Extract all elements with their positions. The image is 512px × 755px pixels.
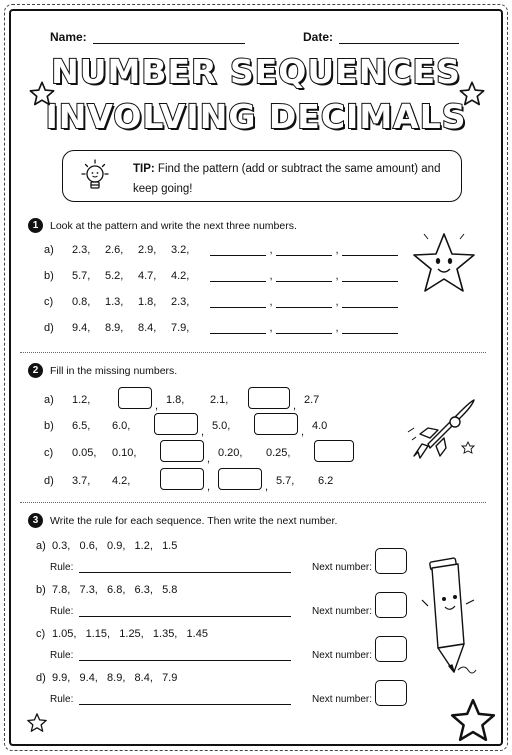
- row-label: d): [36, 672, 46, 684]
- missing-slot: [160, 468, 218, 493]
- title-line-1: NUMBER SEQUENCES: [51, 52, 461, 91]
- answer-blank[interactable]: [342, 297, 398, 308]
- comma: ,: [207, 481, 211, 493]
- next-number-box[interactable]: [375, 548, 407, 574]
- row-label: a): [44, 393, 54, 406]
- sequence-values: 1.05, 1.15, 1.25, 1.35, 1.45: [52, 628, 208, 640]
- missing-number-box[interactable]: [160, 468, 204, 490]
- answer-blank[interactable]: [210, 245, 266, 256]
- sequence-value: 2.3,: [171, 296, 190, 308]
- rule-sequence-row: [36, 672, 177, 684]
- rule-label: Rule:: [50, 606, 74, 617]
- section-2-title: Fill in the missing numbers.: [50, 365, 178, 377]
- answer-blank[interactable]: [342, 245, 398, 256]
- tip-box: [62, 150, 462, 202]
- row-label: d): [44, 322, 54, 334]
- sequence-value: 3.2,: [171, 244, 190, 256]
- sequence-value: 1.2,: [72, 393, 91, 406]
- answer-blank[interactable]: [342, 323, 398, 334]
- sequence-value: 5.7,: [72, 270, 91, 282]
- sequence-value: 2.3,: [72, 244, 91, 256]
- comma: ,: [335, 296, 339, 308]
- missing-slot: [314, 440, 368, 465]
- row-label: b): [44, 419, 54, 432]
- comma: ,: [301, 426, 305, 438]
- rule-label: Rule:: [50, 650, 74, 661]
- row-label: c): [36, 628, 46, 640]
- next-number-label: Next number:: [312, 562, 373, 573]
- rule-answer-line[interactable]: [79, 606, 291, 617]
- section-1-number: 1: [28, 218, 43, 233]
- missing-slot: [118, 387, 166, 412]
- rule-label: Rule:: [50, 562, 74, 573]
- tip-body: Find the pattern (add or subtract the same amount) and keep going!: [133, 163, 441, 195]
- answer-blank[interactable]: [210, 323, 266, 334]
- next-number-label: Next number:: [312, 606, 373, 617]
- sequence-value: 0.10,: [112, 446, 137, 459]
- sequence-value: 0.20,: [218, 446, 243, 459]
- sequence-row: [44, 322, 398, 334]
- sequence-value: 2.1,: [210, 393, 229, 406]
- sequence-value: 8.9,: [105, 322, 124, 334]
- sequence-value: 2.9,: [138, 244, 157, 256]
- next-number-box[interactable]: [375, 636, 407, 662]
- sequence-value: 8.4,: [138, 322, 157, 334]
- comma: ,: [335, 270, 339, 282]
- answer-blank[interactable]: [276, 323, 332, 334]
- sequence-value: 1.3,: [105, 296, 124, 308]
- comma: ,: [335, 244, 339, 256]
- fill-in-row: [44, 440, 368, 465]
- sequence-value: 4.2,: [112, 474, 131, 487]
- row-label: a): [44, 244, 54, 256]
- name-field: [50, 30, 245, 44]
- fill-in-row: [44, 413, 354, 438]
- section-3-title: Write the rule for each sequence. Then write the next number.: [50, 515, 338, 527]
- comma: ,: [155, 400, 159, 412]
- comma: ,: [335, 322, 339, 334]
- missing-number-box[interactable]: [118, 387, 152, 409]
- rule-row: [50, 650, 291, 661]
- smiling-star-icon: [404, 228, 484, 300]
- sequence-row: [44, 270, 398, 282]
- missing-slot: [154, 413, 212, 438]
- sequence-values: 7.8, 7.3, 6.8, 6.3, 5.8: [52, 584, 178, 596]
- section-divider: [20, 352, 486, 353]
- rule-answer-line[interactable]: [79, 650, 291, 661]
- sequence-row: [44, 244, 398, 256]
- sequence-value: 4.2,: [171, 270, 190, 282]
- sequence-value: 9.4,: [72, 322, 91, 334]
- sequence-value: 4.0: [312, 419, 328, 432]
- section-1-title: Look at the pattern and write the next three numbers.: [50, 220, 297, 232]
- missing-slot: [218, 468, 276, 493]
- sequence-value: 2.7: [304, 393, 320, 406]
- tip-text: [133, 159, 455, 199]
- next-number-box[interactable]: [375, 592, 407, 618]
- comma: ,: [269, 322, 273, 334]
- comma: ,: [269, 296, 273, 308]
- date-label: Date:: [303, 30, 334, 44]
- answer-blank[interactable]: [342, 271, 398, 282]
- sequence-value: 5.7,: [276, 474, 295, 487]
- sequence-value: 6.5,: [72, 419, 91, 432]
- row-label: c): [44, 446, 54, 459]
- answer-blank[interactable]: [276, 271, 332, 282]
- section-divider: [20, 502, 486, 503]
- date-field: [303, 30, 459, 44]
- comma: ,: [269, 244, 273, 256]
- sequence-value: 1.8,: [166, 393, 185, 406]
- star-icon: [26, 712, 48, 734]
- sequence-row: [44, 296, 398, 308]
- star-icon: [458, 80, 486, 108]
- lightbulb-icon: [73, 155, 117, 199]
- comma: ,: [265, 481, 269, 493]
- missing-number-box[interactable]: [154, 413, 198, 435]
- row-label: b): [44, 270, 54, 282]
- missing-slot: [160, 440, 218, 465]
- sequence-values: 0.3, 0.6, 0.9, 1.2, 1.5: [52, 540, 178, 552]
- sequence-value: 1.8,: [138, 296, 157, 308]
- row-label: b): [36, 584, 46, 596]
- answer-blank[interactable]: [276, 297, 332, 308]
- sequence-value: 0.25,: [266, 446, 291, 459]
- rule-row: [50, 694, 291, 705]
- next-number-label: Next number:: [312, 694, 373, 705]
- comma: ,: [201, 426, 205, 438]
- sequence-value: 3.7,: [72, 474, 91, 487]
- rule-row: [50, 562, 291, 573]
- sequence-value: 4.7,: [138, 270, 157, 282]
- sequence-value: 7.9,: [171, 322, 190, 334]
- comma: ,: [293, 400, 297, 412]
- answer-blank[interactable]: [210, 297, 266, 308]
- rocket-icon: [400, 392, 484, 472]
- row-label: c): [44, 296, 54, 308]
- name-input-line[interactable]: [93, 31, 245, 44]
- star-icon: [448, 696, 498, 746]
- rule-answer-line[interactable]: [79, 694, 291, 705]
- sequence-values: 9.9, 9.4, 8.9, 8.4, 7.9: [52, 672, 178, 684]
- rule-answer-line[interactable]: [79, 562, 291, 573]
- comma: ,: [207, 453, 211, 465]
- answer-blank[interactable]: [276, 245, 332, 256]
- fill-in-row: [44, 387, 346, 412]
- missing-number-box[interactable]: [314, 440, 354, 462]
- sequence-value: 0.8,: [72, 296, 91, 308]
- missing-number-box[interactable]: [254, 413, 298, 435]
- rule-sequence-row: [36, 540, 177, 552]
- section-2-number: 2: [28, 363, 43, 378]
- answer-blank[interactable]: [210, 271, 266, 282]
- star-icon: [28, 80, 56, 108]
- rule-label: Rule:: [50, 694, 74, 705]
- rule-sequence-row: [36, 628, 208, 640]
- pencil-icon: [418, 544, 480, 682]
- name-label: Name:: [50, 30, 87, 44]
- section-3-number: 3: [28, 513, 43, 528]
- rule-sequence-row: [36, 584, 177, 596]
- missing-number-box[interactable]: [218, 468, 262, 490]
- sequence-value: 5.0,: [212, 419, 231, 432]
- next-number-box[interactable]: [375, 680, 407, 706]
- sequence-value: 2.6,: [105, 244, 124, 256]
- sequence-value: 6.0,: [112, 419, 131, 432]
- row-label: a): [36, 540, 46, 552]
- sequence-value: 0.05,: [72, 446, 97, 459]
- next-number-label: Next number:: [312, 650, 373, 661]
- sequence-value: 6.2: [318, 474, 334, 487]
- rule-row: [50, 606, 291, 617]
- tip-label: TIP:: [133, 163, 155, 175]
- missing-slot: [248, 387, 304, 412]
- sequence-value: 5.2,: [105, 270, 124, 282]
- comma: ,: [269, 270, 273, 282]
- fill-in-row: [44, 468, 360, 493]
- title-line-2: INVOLVING DECIMALS: [45, 97, 467, 136]
- missing-number-box[interactable]: [160, 440, 204, 462]
- missing-slot: [254, 413, 312, 438]
- row-label: d): [44, 474, 54, 487]
- missing-number-box[interactable]: [248, 387, 290, 409]
- date-input-line[interactable]: [339, 31, 459, 44]
